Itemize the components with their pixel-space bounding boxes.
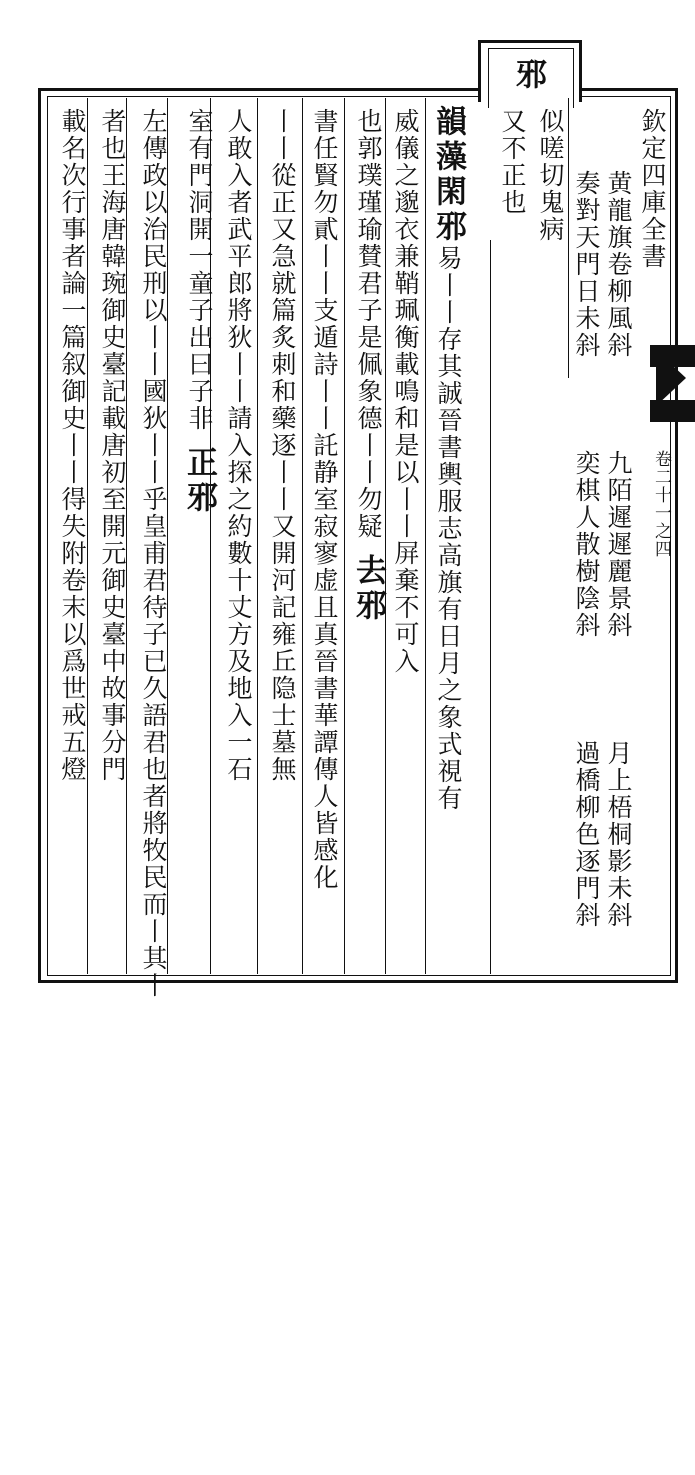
title-rhyme: 斜 <box>572 902 601 929</box>
title-text: 奕棋人散樹陰 <box>572 450 601 612</box>
column-rule <box>302 98 303 974</box>
entry-column <box>181 108 217 516</box>
entry-column <box>226 108 251 783</box>
title-entry <box>606 740 631 929</box>
entry-column <box>350 108 386 624</box>
entry-column <box>100 108 125 783</box>
head-definition-2: 又不正也 <box>498 108 527 216</box>
column-rule <box>87 98 88 974</box>
title-rhyme: 斜 <box>604 612 633 639</box>
title-entry <box>574 450 599 639</box>
entry-note: 者也王海唐韓琬御史臺記載唐初至開元御史臺中故事分門 <box>98 108 127 783</box>
column-rule <box>257 98 258 974</box>
title-text: 過橋柳色逐門 <box>572 740 601 902</box>
title-entry <box>606 170 631 359</box>
entry-column <box>312 108 337 891</box>
entry-term: 韻藻閑邪 <box>430 105 466 245</box>
entry-note: 也郭璞瑾瑜賛君子是佩象德丨丨勿疑 <box>354 108 383 540</box>
title-rhyme: 斜 <box>604 902 633 929</box>
title-text: 黄龍旗卷柳風 <box>604 170 633 332</box>
title-text: 奏對天門日未 <box>572 170 601 332</box>
fish-tail-icon <box>656 350 686 406</box>
head-definition-1: 似嗟切鬼病 <box>536 108 565 243</box>
chapter-number: 卷二十一之四 <box>651 450 671 558</box>
entry-column <box>430 105 466 812</box>
entry-note: 人敢入者武平郎將狄丨丨請入探之約數十丈方及地入一石 <box>224 108 253 783</box>
column-rule <box>568 98 569 378</box>
entry-note: 易丨丨存其誠晉書輿服志高旗有日月之象式視有 <box>434 245 463 812</box>
title-entry <box>574 170 599 359</box>
entry-note: 室有門洞開一童子出曰子非 <box>185 108 214 432</box>
entry-column <box>60 108 85 783</box>
title-entry <box>574 740 599 929</box>
entry-column <box>141 108 166 999</box>
entry-note: 書任賢勿貳丨丨支遁詩丨丨託静室寂寥虚且真晉書華譚傳人皆感化 <box>310 108 339 891</box>
column-rule <box>490 240 491 974</box>
entry-note: 丨丨從正又急就篇炙刺和藥逐丨丨又開河記雍丘隐士墓無 <box>268 108 297 783</box>
head-character: 邪 <box>510 58 546 93</box>
entry-note: 左傳政以治民刑以丨丨國狄丨丨乎皇甫君待子已久語君也者將牧民而丨其丨 <box>139 108 168 999</box>
title-rhyme: 斜 <box>572 612 601 639</box>
entry-column <box>393 108 418 675</box>
column-rule <box>344 98 345 974</box>
title-text: 月上梧桐影未 <box>604 740 633 902</box>
entry-term: 正邪 <box>181 446 217 516</box>
title-entry <box>606 450 631 639</box>
entry-column <box>270 108 295 783</box>
book-title: 欽定四庫全書 <box>638 108 667 270</box>
title-text: 九陌遲遲麗景 <box>604 450 633 612</box>
title-rhyme: 斜 <box>604 332 633 359</box>
entry-note: 威儀之邈衣兼鞘珮衡載鳴和是以丨丨屏棄不可入 <box>391 108 420 675</box>
title-rhyme: 斜 <box>572 332 601 359</box>
entry-note: 載名次行事者論一篇叙御史丨丨得失附卷末以爲世戒五燈 <box>58 108 87 783</box>
column-rule <box>385 98 386 974</box>
entry-term: 去邪 <box>350 554 386 624</box>
column-rule <box>425 98 426 974</box>
